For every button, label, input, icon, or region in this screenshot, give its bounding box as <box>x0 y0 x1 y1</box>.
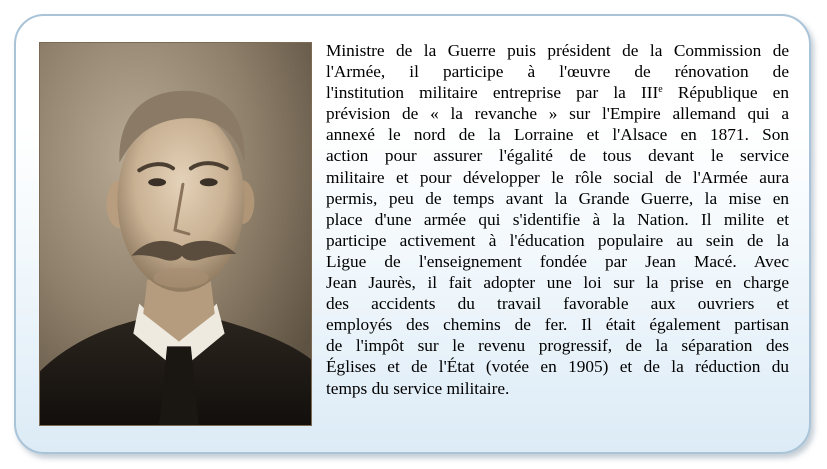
bio-line: de l'impôt sur le revenu progressif, de la séparation des <box>326 336 789 356</box>
bio-line: employés des chemins de fer. Il était également partisan <box>326 315 789 335</box>
bio-line: prévision de « la revanche » sur l'Empire allemand qui a <box>326 104 789 124</box>
bio-line: permis, peu de temps avant la Grande Guerre, la mise en <box>326 188 789 208</box>
bio-line-part: République en <box>677 83 789 103</box>
bio-line: temps du service militaire. <box>326 378 510 398</box>
bio-line: l'Armée, il participe à l'œuvre de rénovation de <box>326 62 789 82</box>
bio-line: annexé le nord de la Lorraine et l'Alsace en 1871. Son <box>326 125 789 145</box>
bio-line: militaire et pour développer le rôle social de l'Armée aura <box>326 167 789 187</box>
bio-line-part: l'institution militaire entreprise par la III <box>326 83 659 103</box>
bio-line: place d'une armée qui s'identifie à la Nation. Il milite et <box>326 209 789 229</box>
superscript: e <box>658 84 663 96</box>
biography-text <box>326 40 789 399</box>
bio-line: des accidents du travail favorable aux ouvriers et <box>326 294 789 314</box>
bio-line: action pour assurer l'égalité de tous devant le service <box>326 146 789 166</box>
bio-line: Ministre de la Guerre puis président de la Commission de <box>326 41 789 60</box>
bio-line <box>326 82 789 103</box>
bio-line: Jean Jaurès, il fait adopter une loi sur la prise en charge <box>326 273 789 293</box>
portrait-image <box>40 43 311 425</box>
bio-line: Églises et de l'État (votée en 1905) et de la réduction du <box>326 357 789 377</box>
bio-line: Ligue de l'enseignement fondée par Jean Macé. Avec <box>326 251 789 271</box>
bio-line: participe activement à l'éducation populaire au sein de la <box>326 230 789 250</box>
portrait-photo <box>39 42 312 426</box>
